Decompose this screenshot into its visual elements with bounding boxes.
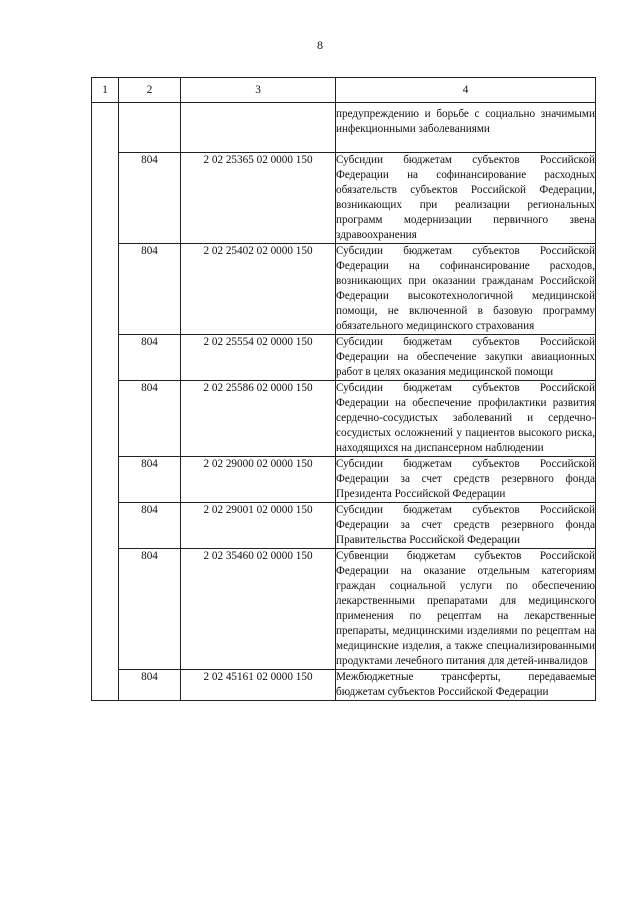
description-cell: Межбюджетные трансферты, передаваемые бюджетам субъектов Российской Федерации <box>336 670 596 701</box>
table-row <box>92 503 596 549</box>
description-cell: Субсидии бюджетам субъектов Российской Федерации за счет средств резервного фонда Правительства Российской Федерации <box>336 503 596 549</box>
column-header: 2 <box>119 78 181 103</box>
description-cell: Субсидии бюджетам субъектов Российской Федерации на обеспечение профилактики развития сердечно-сосудистых заболеваний и сердечно-сосудистых осложнений у пациентов высокого риска, находящихся на диспансерном наблюдении <box>336 381 596 457</box>
admin-code-cell: 804 <box>119 670 181 701</box>
description-cell: Субсидии бюджетам субъектов Российской Федерации на софинансирование расходов, возникающих при оказании гражданам Российской Федерации высокотехнологичной медицинской помощи, не включенной в базовую программу обязательного медицинского страхования <box>336 244 596 335</box>
column-header: 4 <box>336 78 596 103</box>
kbk-code-cell <box>181 103 336 153</box>
row-number-cell <box>92 103 119 701</box>
description-cell: Субсидии бюджетам субъектов Российской Федерации на обеспечение закупки авиационных работ в целях оказания медицинской помощи <box>336 335 596 381</box>
table-row <box>92 381 596 457</box>
table-row <box>92 457 596 503</box>
column-header: 3 <box>181 78 336 103</box>
kbk-code-cell: 2 02 25365 02 0000 150 <box>181 153 336 244</box>
table-row <box>92 244 596 335</box>
column-header: 1 <box>92 78 119 103</box>
revenue-classification-table <box>91 77 596 701</box>
description-cell: Субвенции бюджетам субъектов Российской Федерации на оказание отдельным категориям граждан социальной услуги по обеспечению лекарственными препаратами для медицинского применения по рецептам на лекарственные препараты, медицинскими изделиями по рецептам на медицинские изделия, а также специализированными продуктами лечебного питания для детей-инвалидов <box>336 549 596 670</box>
table-row-continuation <box>92 103 596 153</box>
admin-code-cell: 804 <box>119 244 181 335</box>
admin-code-cell: 804 <box>119 457 181 503</box>
table-row <box>92 549 596 670</box>
kbk-code-cell: 2 02 25586 02 0000 150 <box>181 381 336 457</box>
admin-code-cell: 804 <box>119 549 181 670</box>
kbk-code-cell: 2 02 29000 02 0000 150 <box>181 457 336 503</box>
admin-code-cell: 804 <box>119 503 181 549</box>
description-cell: Субсидии бюджетам субъектов Российской Федерации на софинансирование расходных обязательств субъектов Российской Федерации, возникающих при реализации региональных программ модернизации первичного звена здравоохранения <box>336 153 596 244</box>
admin-code-cell: 804 <box>119 335 181 381</box>
table-header-row <box>92 78 596 103</box>
table-row <box>92 335 596 381</box>
table-row <box>92 670 596 701</box>
kbk-code-cell: 2 02 25554 02 0000 150 <box>181 335 336 381</box>
table-row <box>92 153 596 244</box>
admin-code-cell: 804 <box>119 153 181 244</box>
description-cell: предупреждению и борьбе с социально значимыми инфекционными заболеваниями <box>336 103 596 153</box>
kbk-code-cell: 2 02 45161 02 0000 150 <box>181 670 336 701</box>
kbk-code-cell: 2 02 29001 02 0000 150 <box>181 503 336 549</box>
kbk-code-cell: 2 02 35460 02 0000 150 <box>181 549 336 670</box>
kbk-code-cell: 2 02 25402 02 0000 150 <box>181 244 336 335</box>
admin-code-cell: 804 <box>119 381 181 457</box>
description-cell: Субсидии бюджетам субъектов Российской Федерации за счет средств резервного фонда Президента Российской Федерации <box>336 457 596 503</box>
page-number: 8 <box>317 38 323 52</box>
admin-code-cell <box>119 103 181 153</box>
